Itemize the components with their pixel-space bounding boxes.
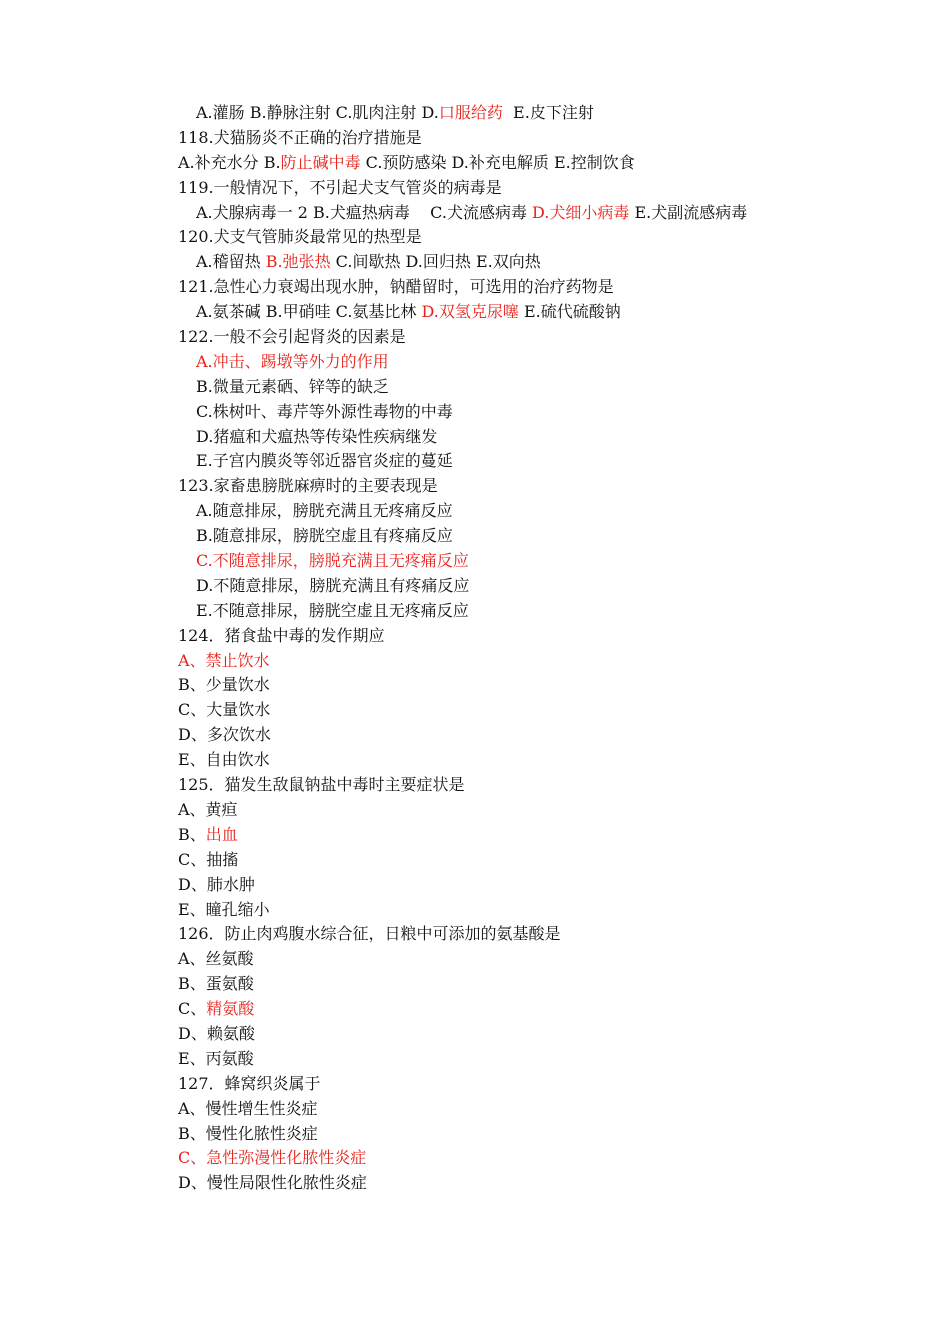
line-text: 126．防止肉鸡腹水综合征，日粮中可添加的氨基酸是 (178, 924, 561, 944)
line-text: C.预防感染 D.补充电解质 E.控制饮食 (360, 152, 635, 172)
text-line (178, 1097, 850, 1122)
line-text: 123.家畜患膀胱麻痹时的主要表现是 (178, 476, 438, 496)
line-text: B、慢性化脓性炎症 (178, 1123, 318, 1143)
text-line (178, 972, 850, 997)
text-line (178, 823, 850, 848)
text-line (178, 524, 850, 549)
text-line (178, 474, 850, 499)
line-text: C.株树叶、毒芹等外源性毒物的中毒 (196, 401, 453, 421)
text-line (178, 798, 850, 823)
line-text: 124．猪食盐中毒的发作期应 (178, 625, 385, 645)
text-line (178, 1146, 850, 1171)
line-text: E.皮下注射 (502, 103, 594, 122)
line-text: 119.一般情况下，不引起犬支气管炎的病毒是 (178, 177, 502, 197)
line-text: D、多次饮水 (178, 725, 271, 745)
answer-highlight: 防止碱中毒 (280, 152, 361, 172)
line-text: 121.急性心力衰竭出现水肿，钠醋留时，可选用的治疗药物是 (178, 277, 614, 297)
text-line (178, 225, 850, 250)
text-line (178, 723, 850, 748)
line-text: E.不随意排尿，膀胱空虚且无疼痛反应 (196, 600, 469, 620)
line-text: C、大量饮水 (178, 700, 271, 720)
text-line (178, 599, 850, 624)
text-line (178, 549, 850, 574)
text-line (178, 375, 850, 400)
answer-highlight: D.双氢克尿噻 (421, 302, 519, 322)
answer-highlight: B.弛张热 (265, 252, 331, 272)
text-line (178, 673, 850, 698)
line-text: B.随意排尿，膀胱空虚且有疼痛反应 (196, 526, 453, 546)
line-text: E、瞳孔缩小 (178, 899, 270, 919)
text-line (178, 624, 850, 649)
answer-highlight: A.冲击、踢墩等外力的作用 (196, 351, 389, 371)
text-line (178, 1072, 850, 1097)
line-text: E.硫代硫酸钠 (518, 302, 621, 322)
answer-highlight: 出血 (205, 824, 238, 844)
answer-highlight: C、急性弥漫性化脓性炎症 (178, 1148, 367, 1168)
text-line (178, 947, 850, 972)
text-line (178, 425, 850, 450)
line-text: D、赖氨酸 (178, 1023, 255, 1043)
text-line (178, 151, 850, 176)
line-text: 118.犬猫肠炎不正确的治疗措施是 (178, 127, 422, 147)
answer-highlight: A、禁止饮水 (178, 650, 270, 670)
line-text: E、丙氨酸 (178, 1048, 254, 1068)
text-line (178, 773, 850, 798)
line-text: A.犬腺病毒一 2 B.犬瘟热病毒 C.犬流感病毒 (196, 202, 533, 222)
text-line (178, 873, 850, 898)
line-text: E.子宫内膜炎等邻近器官炎症的蔓延 (196, 451, 453, 471)
answer-highlight: 精氨酸 (206, 999, 255, 1019)
line-text: B、 (178, 824, 206, 844)
text-line (178, 126, 850, 151)
line-text: C、抽搐 (178, 849, 239, 869)
line-text: A.灌肠 B.静脉注射 C.肌肉注射 D. (196, 103, 439, 122)
question-text-block (178, 101, 850, 1196)
text-line (178, 400, 850, 425)
line-text: C.间歇热 D.回归热 E.双向热 (330, 252, 541, 272)
line-text: A、慢性增生性炎症 (178, 1098, 318, 1118)
line-text: B、少量饮水 (178, 675, 270, 695)
line-text: A、黄疸 (178, 799, 238, 819)
answer-highlight: C.不随意排尿，膀脱充满且无疼痛反应 (196, 551, 469, 571)
line-text: 125．猫发生敌鼠钠盐中毒时主要症状是 (178, 775, 465, 795)
text-line (178, 1022, 850, 1047)
line-text: 127．蜂窝织炎属于 (178, 1073, 321, 1093)
text-line (178, 101, 850, 126)
text-line (178, 922, 850, 947)
text-line (178, 574, 850, 599)
line-text: D、肺水肿 (178, 874, 255, 894)
line-text: A.氨茶碱 B.甲硝哇 C.氨基比林 (196, 302, 422, 322)
text-line (178, 1122, 850, 1147)
line-text: D、慢性局限性化脓性炎症 (178, 1173, 367, 1193)
line-text: A、丝氨酸 (178, 949, 254, 969)
text-line (178, 325, 850, 350)
line-text: A.补充水分 B. (178, 152, 281, 172)
text-line (178, 275, 850, 300)
line-text: C、 (178, 999, 207, 1019)
line-text: 120.犬支气管肺炎最常见的热型是 (178, 227, 422, 247)
line-text: D.不随意排尿，膀胱充满且有疼痛反应 (196, 575, 470, 595)
text-line (178, 300, 850, 325)
text-line (178, 898, 850, 923)
answer-highlight: D.犬细小病毒 (532, 202, 630, 222)
line-text: A.随意排尿，膀胱充满且无疼痛反应 (196, 501, 453, 521)
text-line (178, 997, 850, 1022)
text-line (178, 848, 850, 873)
line-text: E、自由饮水 (178, 750, 270, 770)
text-line (178, 698, 850, 723)
line-text: A.稽留热 (196, 252, 266, 272)
text-line (178, 748, 850, 773)
text-line (178, 176, 850, 201)
line-text: E.犬副流感病毒 (629, 202, 748, 222)
text-line (178, 449, 850, 474)
text-line (178, 499, 850, 524)
text-line (178, 649, 850, 674)
text-line (178, 1047, 850, 1072)
text-line (178, 350, 850, 375)
answer-highlight: 口服给药 (438, 103, 503, 122)
text-line (178, 250, 850, 275)
line-text: 122.一般不会引起肾炎的因素是 (178, 327, 406, 347)
text-line (178, 201, 850, 226)
line-text: B、蛋氨酸 (178, 974, 254, 994)
line-text: B.微量元素硒、锌等的缺乏 (196, 376, 389, 396)
line-text: D.猪瘟和犬瘟热等传染性疾病继发 (196, 426, 438, 446)
text-line (178, 1171, 850, 1196)
